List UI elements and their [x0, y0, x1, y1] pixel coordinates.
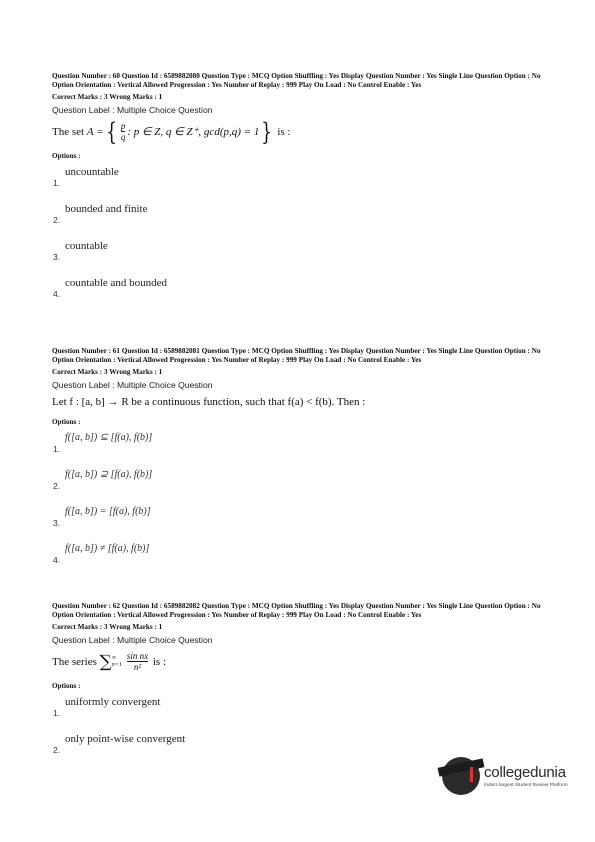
question-meta: Question Number : 60 Question Id : 6589882080 Question Type : MCQ Option Shuffling : Yes Display Question Number : Yes Single Line Question Option : No Option Orientation : Vertical Allowed Progression : Yes Number of Replay : 999 Play On Load : No Control Enable : Yes — [52, 72, 541, 89]
question-marks: Correct Marks : 3 Wrong Marks : 1 — [52, 368, 163, 377]
right-brace: } — [261, 117, 273, 146]
option-4[interactable]: 4. f([a, b]) ≠ [f(a), f(b)] — [53, 543, 150, 566]
options-list — [52, 160, 552, 308]
stem-fraction — [127, 651, 148, 672]
option-2[interactable]: 2. bounded and finite — [53, 203, 148, 226]
question-meta: Question Number : 62 Question Id : 6589882082 Question Type : MCQ Option Shuffling : Yes Display Question Number : Yes Single Line Question Option : No Option Orientation : Vertical Allowed Progression : Yes Number of Replay : 999 Play On Load : No Control Enable : Yes — [52, 602, 541, 619]
option-2[interactable]: 2. only point-wise convergent — [53, 733, 186, 756]
option-1[interactable]: 1. uniformly convergent — [53, 696, 161, 719]
question-stem — [52, 117, 552, 146]
stem-suffix: is : — [152, 655, 167, 668]
question-marks: Correct Marks : 3 Wrong Marks : 1 — [52, 93, 163, 102]
stem-prefix: The series — [52, 655, 97, 668]
options-heading: Options : — [52, 682, 81, 691]
options-list — [52, 426, 552, 574]
question-stem: Let f : [a, b] → R be a continuous function, such that f(a) < f(b). Then : — [52, 396, 366, 409]
question-60 — [52, 72, 552, 308]
stem-fraction — [121, 121, 126, 142]
left-brace: { — [105, 117, 117, 146]
summation-lower: n=1 — [111, 661, 122, 668]
tassel-icon — [470, 767, 473, 782]
fraction-denominator: q — [120, 132, 126, 143]
question-label: Question Label : Multiple Choice Question — [52, 105, 213, 116]
options-heading: Options : — [52, 152, 81, 161]
summation-limits — [112, 655, 122, 669]
question-meta: Question Number : 61 Question Id : 6589882081 Question Type : MCQ Option Shuffling : Yes Display Question Number : Yes Single Line Question Option : No Option Orientation : Vertical Allowed Progression : Yes Number of Replay : 999 Play On Load : No Control Enable : Yes — [52, 347, 541, 364]
fraction-numerator: p — [120, 121, 126, 132]
option-2[interactable]: 2. f([a, b]) ⊇ [f(a), f(b)] — [53, 469, 153, 492]
logo-name: collegedunia — [484, 764, 566, 781]
collegedunia-logo — [440, 757, 580, 801]
option-1[interactable]: 1. f([a, b]) ⊆ [f(a), f(b)] — [53, 432, 153, 455]
options-heading: Options : — [52, 418, 81, 427]
option-1[interactable]: 1. uncountable — [53, 166, 119, 189]
options-list — [52, 690, 552, 764]
summation-upper: ∞ — [111, 654, 117, 661]
stem-suffix: is : — [277, 125, 291, 138]
option-4[interactable]: 4. countable and bounded — [53, 277, 168, 300]
stem-math-lhs: A = — [86, 125, 104, 138]
logo-tagline: India's largest Student Review Platform — [484, 783, 568, 788]
graduation-cap-icon — [442, 757, 480, 795]
stem-math-condition: : p ∈ Z, q ∈ Z⁺, gcd(p,q) = 1 — [127, 126, 260, 139]
summation-symbol: ∑ — [99, 651, 112, 672]
question-label: Question Label : Multiple Choice Question — [52, 380, 213, 391]
stem-prefix: The set — [52, 125, 85, 138]
question-61 — [52, 347, 552, 574]
option-3[interactable]: 3. countable — [53, 240, 108, 263]
fraction-denominator: n² — [133, 662, 142, 673]
question-stem — [52, 651, 552, 672]
question-62 — [52, 602, 552, 764]
question-marks: Correct Marks : 3 Wrong Marks : 1 — [52, 623, 163, 632]
question-label: Question Label : Multiple Choice Question — [52, 635, 213, 646]
fraction-numerator: sin nx — [126, 651, 149, 662]
option-3[interactable]: 3. f([a, b]) = [f(a), f(b)] — [53, 506, 151, 529]
